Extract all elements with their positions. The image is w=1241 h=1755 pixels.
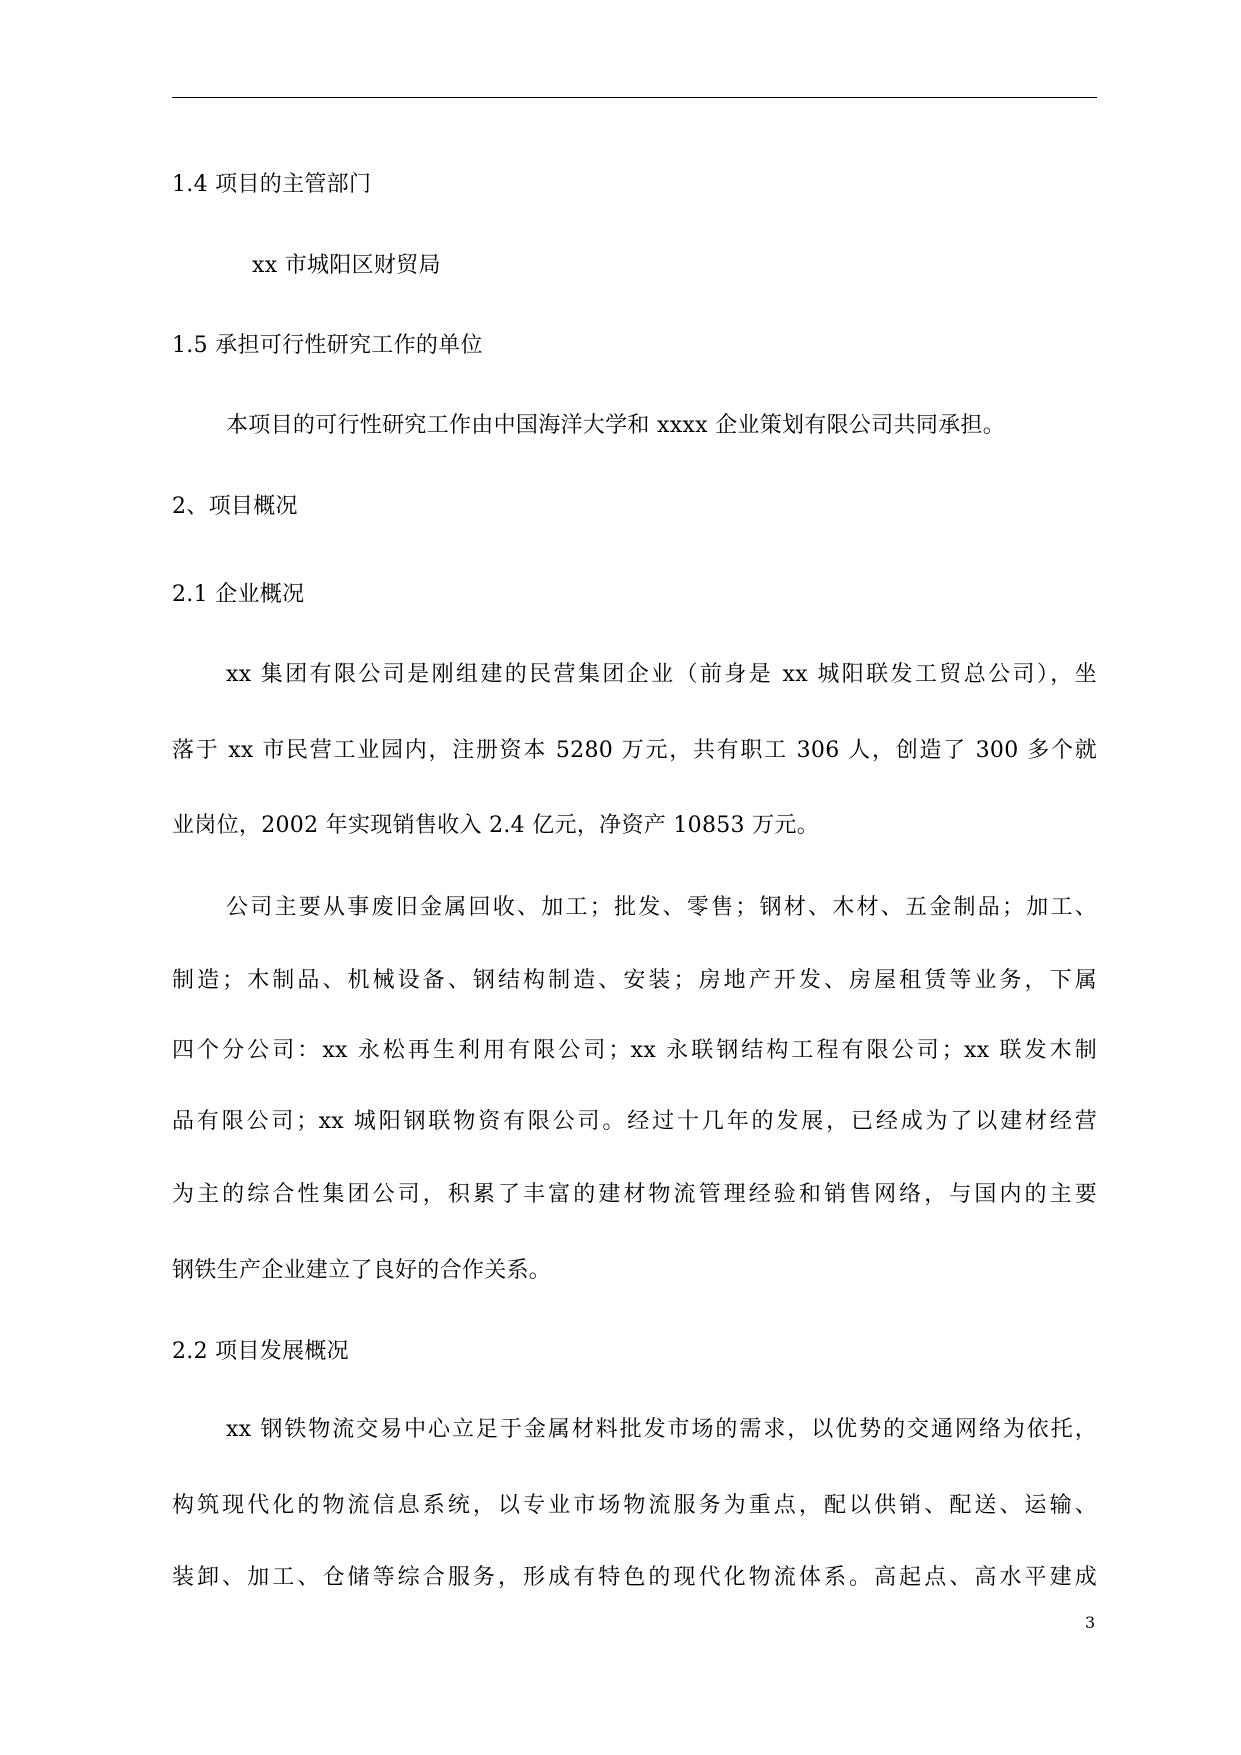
page-number: 3 <box>1085 1613 1096 1632</box>
paragraph-2-1b-line: 钢铁生产企业建立了良好的合作关系。 <box>172 1258 552 1283</box>
heading-2-2: 2.2 项目发展概况 <box>172 1339 349 1364</box>
heading-2-1: 2.1 企业概况 <box>172 582 305 607</box>
paragraph-1-4: xx 市城阳区财贸局 <box>252 253 441 278</box>
header-rule <box>172 97 1097 98</box>
paragraph-2-1-line: xx 集团有限公司是刚组建的民营集团企业（前身是 xx 城阳联发工贸总公司），坐 <box>226 662 1097 687</box>
paragraph-2-1b-line: 品有限公司；xx 城阳钢联物资有限公司。经过十几年的发展，已经成为了以建材经营 <box>172 1109 1097 1134</box>
paragraph-2-2-line: 构筑现代化的物流信息系统，以专业市场物流服务为重点，配以供销、配送、运输、 <box>172 1493 1097 1518</box>
heading-1-5: 1.5 承担可行性研究工作的单位 <box>172 333 483 358</box>
paragraph-2-1b-line: 为主的综合性集团公司，积累了丰富的建材物流管理经验和销售网络，与国内的主要 <box>172 1182 1097 1207</box>
paragraph-2-1-line: 业岗位，2002 年实现销售收入 2.4 亿元，净资产 10853 万元。 <box>172 813 820 838</box>
paragraph-2-2-line: xx 钢铁物流交易中心立足于金属材料批发市场的需求，以优势的交通网络为依托， <box>226 1417 1097 1442</box>
paragraph-2-1b-line: 四个分公司：xx 永松再生利用有限公司；xx 永联钢结构工程有限公司；xx 联发木制 <box>172 1038 1097 1063</box>
heading-2: 2、项目概况 <box>172 494 298 519</box>
heading-1-4: 1.4 项目的主管部门 <box>172 172 372 197</box>
paragraph-2-1b-line: 公司主要从事废旧金属回收、加工；批发、零售；钢材、木材、五金制品；加工、 <box>226 895 1097 920</box>
paragraph-2-1b-line: 制造；木制品、机械设备、钢结构制造、安装；房地产开发、房屋租赁等业务，下属 <box>172 968 1097 993</box>
paragraph-2-2-line: 装卸、加工、仓储等综合服务，形成有特色的现代化物流体系。高起点、高水平建成 <box>172 1565 1097 1590</box>
paragraph-1-5: 本项目的可行性研究工作由中国海洋大学和 xxxx 企业策划有限公司共同承担。 <box>226 413 1006 438</box>
paragraph-2-1-line: 落于 xx 市民营工业园内，注册资本 5280 万元，共有职工 306 人，创造了 300 多个就 <box>172 738 1097 763</box>
